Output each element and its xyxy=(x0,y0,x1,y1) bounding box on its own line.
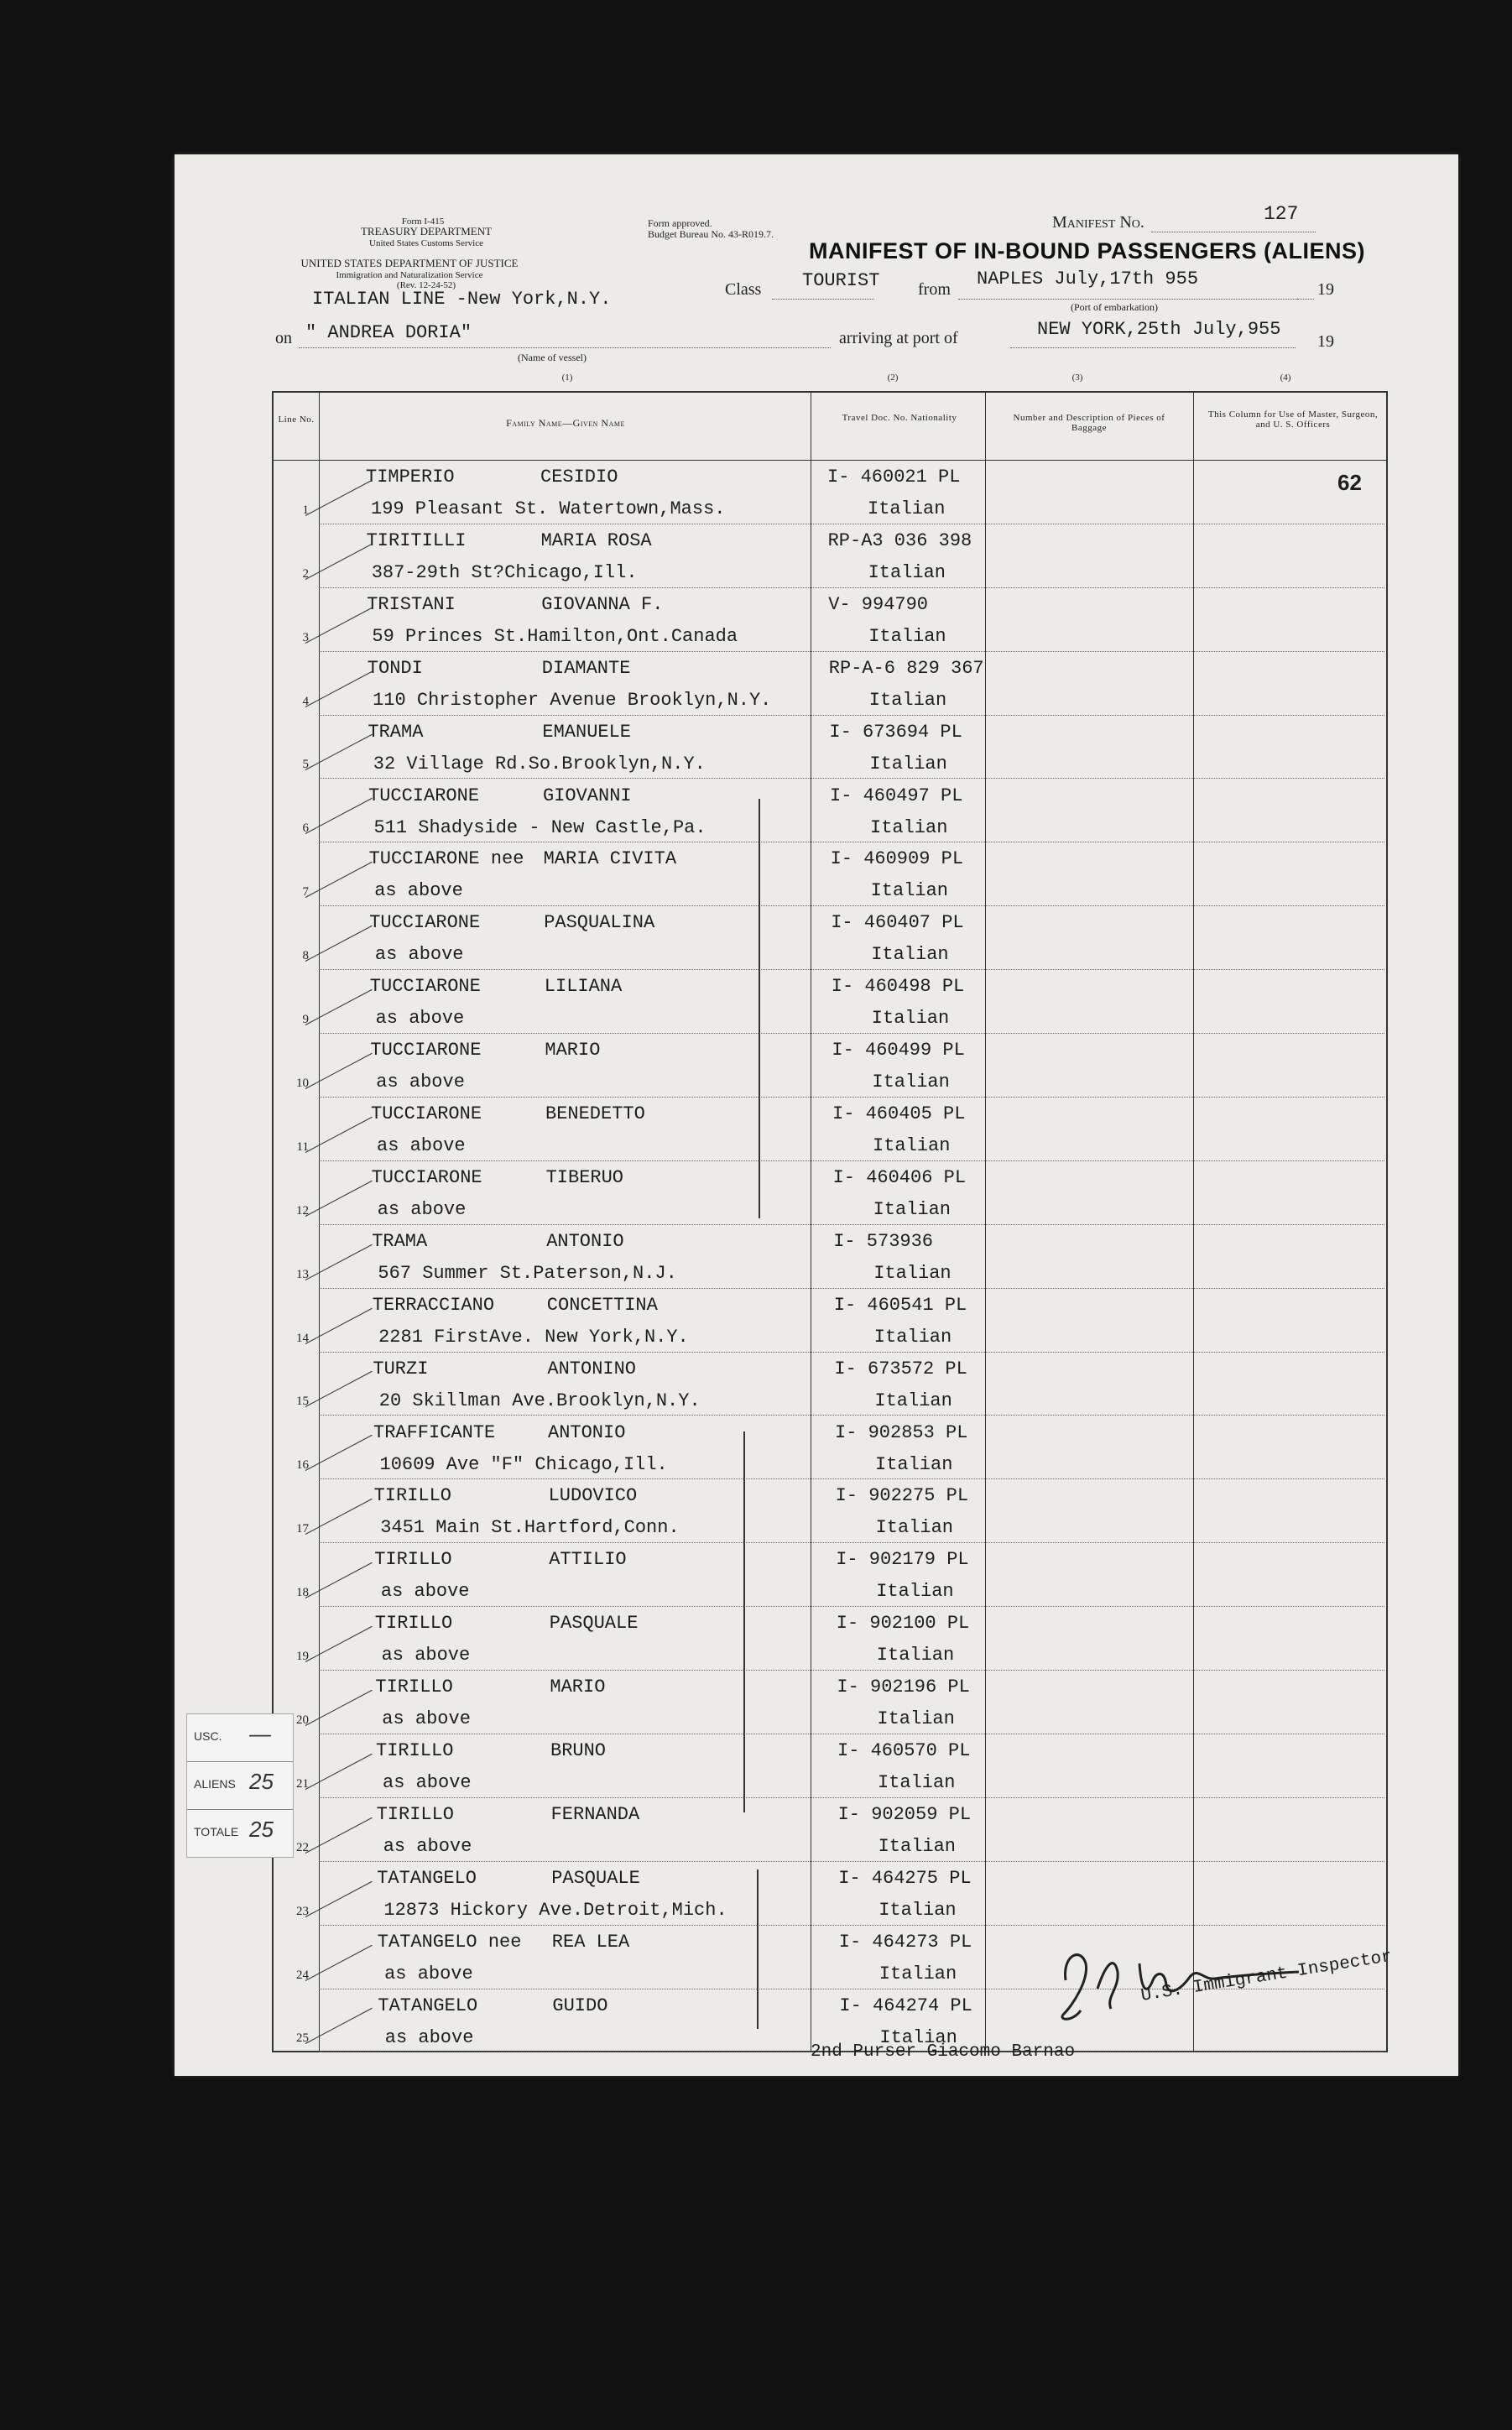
ins-service: Immigration and Naturalization Service xyxy=(336,270,483,280)
given-name: DIAMANTE xyxy=(541,657,631,679)
line-number: 18 xyxy=(296,1586,309,1600)
line-number: 25 xyxy=(296,2031,309,2046)
travel-doc-no: I- 673694 PL xyxy=(829,721,962,743)
check-tick xyxy=(305,607,373,643)
given-name: MARIO xyxy=(550,1676,606,1698)
arriving-label: arriving at port of xyxy=(839,329,958,347)
table-row xyxy=(274,971,1386,1035)
nationality: Italian xyxy=(869,753,947,774)
nationality: Italian xyxy=(871,1008,950,1030)
row-rule xyxy=(319,1797,1384,1798)
nationality: Italian xyxy=(875,1517,954,1539)
travel-doc-no: I- 464273 PL xyxy=(838,1931,972,1953)
line-number: 12 xyxy=(296,1203,309,1218)
table-row xyxy=(274,1162,1386,1226)
line-number: 21 xyxy=(296,1776,309,1791)
stamp-aliens-value: 25 xyxy=(249,1769,274,1794)
given-name: GIOVANNA F. xyxy=(541,593,664,615)
address: as above xyxy=(377,1135,466,1156)
nationality: Italian xyxy=(879,2026,957,2048)
check-tick xyxy=(305,1371,373,1407)
given-name: REA LEA xyxy=(551,1931,630,1953)
check-tick xyxy=(305,1562,373,1598)
check-tick xyxy=(305,926,373,962)
nationality: Italian xyxy=(879,1963,957,1984)
family-name: TIRILLO xyxy=(376,1803,455,1825)
vessel-name: " ANDREA DORIA" xyxy=(305,322,472,343)
manifest-title: MANIFEST OF IN-BOUND PASSENGERS (ALIENS) xyxy=(809,238,1366,263)
given-name: PASQUALINA xyxy=(544,912,655,934)
address: as above xyxy=(383,1772,472,1793)
header-rule xyxy=(274,460,1386,461)
address: as above xyxy=(374,880,463,902)
address: 32 Village Rd.So.Brooklyn,N.Y. xyxy=(373,753,706,774)
header-line-no: Line No. xyxy=(278,415,315,425)
given-name: MARIA CIVITA xyxy=(543,848,677,870)
table-row xyxy=(274,1353,1386,1417)
given-name: TIBERUO xyxy=(545,1166,624,1188)
check-tick xyxy=(305,1690,373,1726)
table-row xyxy=(274,1671,1386,1735)
column-number-4: (4) xyxy=(1280,373,1291,383)
travel-doc-no: I- 460541 PL xyxy=(833,1294,967,1316)
form-id: Form I-415 xyxy=(401,216,445,227)
family-name: TUCCIARONE xyxy=(370,1040,482,1061)
year-label: 19 xyxy=(1317,280,1334,299)
travel-doc-no: I- 902179 PL xyxy=(836,1549,969,1571)
given-name: GIOVANNI xyxy=(543,785,632,806)
nationality: Italian xyxy=(875,1453,953,1475)
given-name: ATTILIO xyxy=(549,1549,627,1571)
address: 10609 Ave "F" Chicago,Ill. xyxy=(379,1453,668,1475)
form-revision: (Rev. 12-24-52) xyxy=(396,280,456,290)
row-rule xyxy=(319,1033,1384,1034)
nationality: Italian xyxy=(870,880,949,902)
nationality: Italian xyxy=(873,1326,952,1348)
table-row xyxy=(274,843,1386,907)
table-row xyxy=(274,1226,1386,1290)
row-rule xyxy=(319,1925,1384,1926)
family-name: TATANGELO xyxy=(378,1995,478,2016)
check-tick xyxy=(305,1944,373,1980)
stamp-usc-value: — xyxy=(249,1721,271,1746)
given-name: MARIO xyxy=(545,1040,601,1061)
travel-doc-no: I- 902059 PL xyxy=(837,1803,972,1825)
line-number: 7 xyxy=(302,885,309,900)
class-line xyxy=(772,299,874,300)
nationality: Italian xyxy=(877,1708,955,1730)
travel-doc-no: I- 460407 PL xyxy=(831,912,964,934)
line-number: 20 xyxy=(296,1713,309,1727)
header-baggage: Number and Description of Pieces of Baggage xyxy=(1013,413,1165,433)
travel-doc-no: I- 464275 PL xyxy=(838,1867,972,1889)
check-tick xyxy=(305,1053,373,1089)
row-rule xyxy=(319,1478,1384,1479)
nationality: Italian xyxy=(868,498,946,519)
family-name: TIRILLO xyxy=(373,1485,452,1507)
row-rule xyxy=(319,1224,1384,1225)
family-name: TATANGELO xyxy=(377,1867,477,1889)
family-name: TIRILLO xyxy=(374,1613,453,1635)
check-tick xyxy=(305,1117,373,1153)
nationality: Italian xyxy=(873,1262,952,1284)
travel-doc-no: I- 460497 PL xyxy=(830,785,963,806)
family-name: TERRACCIANO xyxy=(372,1294,495,1316)
nationality: Italian xyxy=(876,1581,954,1603)
given-name: EMANUELE xyxy=(542,721,632,743)
table-row xyxy=(274,1098,1386,1162)
given-name: GUIDO xyxy=(552,1995,608,2016)
line-number: 17 xyxy=(296,1522,309,1536)
given-name: BENEDETTO xyxy=(545,1103,645,1124)
family-name: TUCCIARONE xyxy=(371,1166,482,1188)
table-row xyxy=(274,1544,1386,1608)
address: 199 Pleasant St. Watertown,Mass. xyxy=(371,498,726,519)
line-number: 2 xyxy=(302,566,309,581)
stamp-usc xyxy=(187,1714,293,1762)
class-label: Class xyxy=(725,280,762,299)
travel-doc-no: I- 464274 PL xyxy=(839,1995,972,2016)
line-number: 24 xyxy=(296,1968,309,1982)
stamp-total-label: TOTALE xyxy=(194,1825,239,1838)
family-name: TRAMA xyxy=(368,721,424,743)
table-row xyxy=(274,907,1386,971)
arriving-line xyxy=(1010,347,1296,348)
travel-doc-no: RP-A3 036 398 xyxy=(827,529,972,551)
table-row xyxy=(274,1735,1386,1799)
travel-doc-no: I- 902196 PL xyxy=(837,1676,970,1698)
row-rule xyxy=(319,778,1384,779)
travel-doc-no: I- 460499 PL xyxy=(832,1040,965,1061)
table-row xyxy=(274,589,1386,653)
travel-doc-no: RP-A-6 829 367 xyxy=(828,657,984,679)
from-label: from xyxy=(918,280,951,299)
family-name: TIRILLO xyxy=(376,1740,454,1761)
table-row xyxy=(274,780,1386,844)
nationality: Italian xyxy=(874,1390,952,1411)
row-rule xyxy=(319,715,1384,716)
row-rule xyxy=(319,1606,1384,1607)
inspector-title: U.S. Immigrant Inspector xyxy=(1139,1947,1394,2006)
stamp-total-value: 25 xyxy=(249,1817,274,1842)
year-line xyxy=(1297,299,1314,300)
given-name: PASQUALE xyxy=(549,1613,639,1635)
given-name: PASQUALE xyxy=(551,1867,640,1889)
line-number: 15 xyxy=(296,1395,309,1409)
line-number: 10 xyxy=(296,1076,309,1090)
table-row xyxy=(274,1290,1386,1353)
nationality: Italian xyxy=(871,944,949,966)
address: as above xyxy=(374,944,464,966)
treasury-dept: TREASURY DEPARTMENT xyxy=(360,225,493,237)
table-row xyxy=(274,1608,1386,1671)
travel-doc-no: V- 994790 xyxy=(828,593,929,615)
line-number: 19 xyxy=(296,1650,309,1664)
family-name: TATANGELO nee xyxy=(377,1931,522,1953)
line-number: 23 xyxy=(296,1904,309,1918)
check-tick xyxy=(305,2008,373,2044)
arriving-value: NEW YORK,25th July,955 xyxy=(1037,319,1281,340)
family-name: TIRILLO xyxy=(375,1676,453,1698)
table-row xyxy=(274,1863,1386,1927)
manifest-page xyxy=(175,154,1458,2076)
family-name: TUCCIARONE xyxy=(369,976,481,998)
line-number: 22 xyxy=(296,1840,309,1854)
stamp-usc-label: USC. xyxy=(194,1729,222,1743)
row-rule xyxy=(319,1288,1384,1289)
customs-service: United States Customs Service xyxy=(369,238,483,248)
given-name: ANTONIO xyxy=(548,1421,626,1443)
address: 12873 Hickory Ave.Detroit,Mich. xyxy=(383,1899,727,1921)
form-approved: Form approved. xyxy=(648,217,712,229)
address: 110 Christopher Avenue Brooklyn,N.Y. xyxy=(373,689,772,711)
year-label-2: 19 xyxy=(1317,332,1334,351)
family-name: TUCCIARONE nee xyxy=(368,848,524,870)
travel-doc-no: I- 460406 PL xyxy=(832,1166,967,1188)
given-name: CONCETTINA xyxy=(546,1294,658,1316)
row-rule xyxy=(319,1861,1384,1862)
table-row xyxy=(274,717,1386,780)
check-tick xyxy=(305,1307,373,1343)
travel-doc-no: I- 902275 PL xyxy=(835,1485,969,1507)
row-rule xyxy=(319,905,1384,906)
check-tick xyxy=(305,1499,373,1535)
line-number: 5 xyxy=(302,758,309,772)
line-number: 3 xyxy=(302,630,309,644)
header-officers: This Column for Use of Master, Surgeon, and U. S. Officers xyxy=(1207,409,1379,430)
row-rule xyxy=(319,651,1384,652)
given-name: ANTONINO xyxy=(547,1358,637,1379)
check-tick xyxy=(305,989,373,1025)
given-name: BRUNO xyxy=(550,1740,607,1761)
nationality: Italian xyxy=(878,1772,956,1793)
row-rule xyxy=(319,1542,1384,1543)
check-tick xyxy=(305,1626,373,1662)
table-row xyxy=(274,1035,1386,1098)
family-name: TUCCIARONE xyxy=(368,785,480,806)
check-tick xyxy=(305,734,373,770)
row-rule xyxy=(319,1415,1384,1416)
given-name: LILIANA xyxy=(544,976,623,998)
address: as above xyxy=(377,1198,467,1220)
manifest-label: Manifest No. xyxy=(1052,213,1144,232)
travel-doc-no: I- 460498 PL xyxy=(831,976,965,998)
nationality: Italian xyxy=(876,1645,955,1666)
table-row xyxy=(274,461,1386,525)
embarkation-note: (Port of embarkation) xyxy=(1071,301,1158,313)
given-name: MARIA ROSA xyxy=(540,529,652,551)
row-rule xyxy=(319,1670,1384,1671)
check-tick xyxy=(305,544,373,580)
vessel-note: (Name of vessel) xyxy=(518,352,587,363)
family-name: TIMPERIO xyxy=(366,467,455,488)
travel-doc-no: I- 573936 xyxy=(833,1230,934,1252)
address: 2281 FirstAve. New York,N.Y. xyxy=(378,1326,689,1348)
address: as above xyxy=(381,1645,471,1666)
family-name: TRAMA xyxy=(372,1230,428,1252)
manifest-number: 127 xyxy=(1264,203,1299,225)
stamp-aliens-label: ALIENS xyxy=(194,1777,236,1791)
address: 59 Princes St.Hamilton,Ont.Canada xyxy=(372,625,738,647)
column-number-2: (2) xyxy=(887,373,899,383)
address: as above xyxy=(382,1708,471,1730)
family-name: TURZI xyxy=(373,1358,429,1379)
column-number-1: (1) xyxy=(561,373,573,383)
travel-doc-no: I- 460405 PL xyxy=(832,1103,966,1124)
from-value: NAPLES July,17th 955 xyxy=(977,269,1199,289)
purser-name: 2nd Purser Giacomo Barnao xyxy=(811,2042,1076,2062)
address: as above xyxy=(380,1581,470,1603)
address: 3451 Main St.Hartford,Conn. xyxy=(380,1517,680,1539)
vessel-line xyxy=(299,347,831,348)
address: as above xyxy=(375,1008,465,1030)
table-row xyxy=(274,525,1386,589)
line-number: 1 xyxy=(302,503,309,517)
shipping-line: ITALIAN LINE -New York,N.Y. xyxy=(312,289,612,310)
nationality: Italian xyxy=(868,689,947,711)
address: as above xyxy=(376,1072,465,1093)
family-name: TIRILLO xyxy=(374,1549,452,1571)
family-name: TIRITILLI xyxy=(366,529,467,551)
passenger-table xyxy=(272,391,1388,2052)
line-number: 11 xyxy=(296,1139,309,1154)
check-tick xyxy=(305,1244,373,1280)
check-tick xyxy=(305,1754,373,1790)
row-rule xyxy=(319,587,1384,588)
family-name: TUCCIARONE xyxy=(371,1103,482,1124)
line-number: 6 xyxy=(302,821,309,836)
line-number: 8 xyxy=(302,949,309,963)
check-tick xyxy=(305,670,373,707)
check-tick xyxy=(305,862,373,898)
address: 387-29th St?Chicago,Ill. xyxy=(371,561,638,583)
nationality: Italian xyxy=(873,1135,951,1156)
family-name: TRISTANI xyxy=(367,593,456,615)
address: as above xyxy=(384,2026,474,2048)
travel-doc-no: I- 902100 PL xyxy=(836,1613,970,1635)
family-name: TONDI xyxy=(367,657,423,679)
class-value: TOURIST xyxy=(802,270,880,291)
check-tick xyxy=(305,1817,373,1854)
check-tick xyxy=(305,480,373,516)
check-tick xyxy=(305,1181,373,1217)
nationality: Italian xyxy=(870,816,948,838)
address: as above xyxy=(383,1835,472,1857)
header-name: Family Name—Given Name xyxy=(506,417,625,429)
row-rule xyxy=(319,1097,1384,1098)
travel-doc-no: I- 460909 PL xyxy=(830,848,964,870)
address: 20 Skillman Ave.Brooklyn,N.Y. xyxy=(378,1390,701,1411)
line-number: 4 xyxy=(302,694,309,708)
address: 567 Summer St.Paterson,N.J. xyxy=(378,1262,677,1284)
line-number: 14 xyxy=(296,1331,309,1345)
given-name: CESIDIO xyxy=(540,467,618,488)
address: as above xyxy=(384,1963,473,1984)
header-doc: Travel Doc. No. Nationality xyxy=(842,413,957,423)
line-number: 13 xyxy=(296,1267,309,1281)
count-stamp xyxy=(186,1713,294,1858)
nationality: Italian xyxy=(879,1899,957,1921)
travel-doc-no: I- 460570 PL xyxy=(837,1740,971,1761)
travel-doc-no: I- 902853 PL xyxy=(835,1421,968,1443)
table-row xyxy=(274,1799,1386,1863)
table-row xyxy=(274,653,1386,717)
nationality: Italian xyxy=(873,1198,952,1220)
check-tick xyxy=(305,1880,373,1916)
column-number-3: (3) xyxy=(1071,373,1083,383)
on-label: on xyxy=(275,329,292,347)
table-row xyxy=(274,1480,1386,1544)
travel-doc-no: I- 673572 PL xyxy=(834,1358,967,1379)
travel-doc-no: I- 460021 PL xyxy=(827,467,961,488)
given-name: FERNANDA xyxy=(550,1803,640,1825)
stamp-total xyxy=(187,1810,293,1857)
check-tick xyxy=(305,798,373,834)
line-number: 9 xyxy=(302,1013,309,1027)
given-name: LUDOVICO xyxy=(548,1485,638,1507)
stamp-aliens xyxy=(187,1762,293,1810)
nationality: Italian xyxy=(868,625,946,647)
address: 511 Shadyside - New Castle,Pa. xyxy=(373,816,706,838)
family-name: TRAFFICANTE xyxy=(373,1421,496,1443)
row-rule xyxy=(319,1160,1384,1161)
row-rule xyxy=(319,1352,1384,1353)
line-number: 16 xyxy=(296,1458,309,1473)
check-tick xyxy=(305,1435,373,1471)
nationality: Italian xyxy=(872,1072,950,1093)
family-name: TUCCIARONE xyxy=(369,912,481,934)
given-name: ANTONIO xyxy=(546,1230,624,1252)
from-line xyxy=(958,299,1302,300)
nationality: Italian xyxy=(868,561,946,583)
row-rule xyxy=(319,969,1384,970)
budget-bureau: Budget Bureau No. 43-R019.7. xyxy=(648,228,774,240)
justice-dept: UNITED STATES DEPARTMENT OF JUSTICE xyxy=(300,257,519,269)
officer-mark: 62 xyxy=(1337,470,1362,495)
nationality: Italian xyxy=(878,1835,957,1857)
table-row xyxy=(274,1417,1386,1481)
